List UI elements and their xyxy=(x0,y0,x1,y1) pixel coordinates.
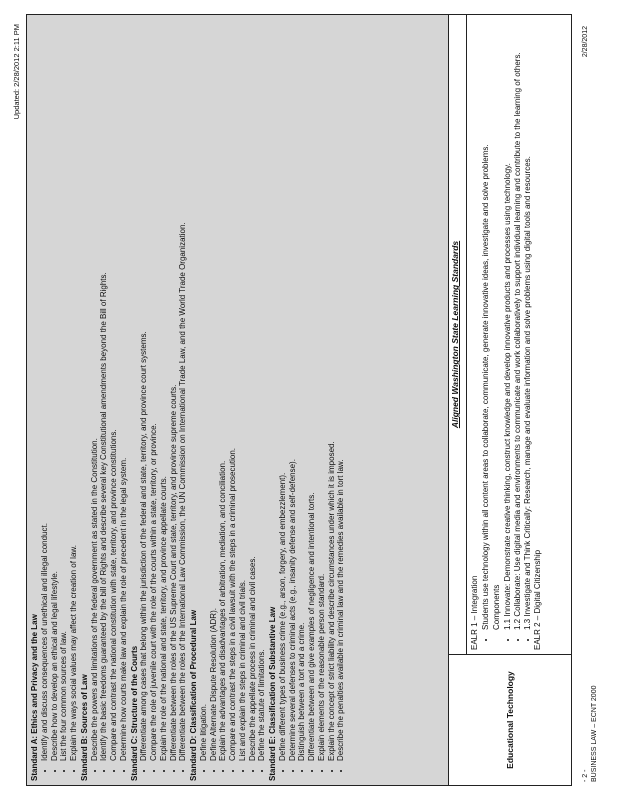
standard-items xyxy=(139,19,188,781)
standard-item: • Define Alternate Dispute Resolution (ADR). xyxy=(209,19,219,761)
standard-title: Standard C: Structure of the Courts xyxy=(129,645,139,781)
standard-item: • Describe the appellate process in criminal and civil cases. xyxy=(248,19,258,761)
standard-item: • Differentiate between and give examples of negligence and intentional torts. xyxy=(307,19,317,761)
standard-item: • Compare and contrast the national constitution with state, territory, and province constitutions. xyxy=(109,19,119,761)
standard-item: • Define different types of business crime (e.g., arson, forgery, and embezzlement). xyxy=(278,19,288,761)
components-label: Components xyxy=(492,584,502,630)
standard-item: • Describe the penalties available in criminal law and the remedies available in tort law. xyxy=(336,19,346,761)
standard-item: • Explain the ways social values may affect the creation of law. xyxy=(69,19,79,761)
standard-item: • Identify the basic freedoms guaranteed by the bill of Rights and describe several key Constitutional amendments beyond the Bill of Rights. xyxy=(99,19,109,761)
standard-items xyxy=(278,19,346,781)
standard-item: • List the four common sources of law. xyxy=(59,19,69,761)
component-item: • 1.2 Collaborate: Use digital media and environments to communicate and work collaboratively to support individual learning and contribute to the learning of others. xyxy=(513,19,523,630)
standard-item: • Explain elements of the reasonable person standard. xyxy=(317,19,327,761)
standards-table xyxy=(26,14,572,786)
standard-items xyxy=(40,19,79,781)
component-item: • 1.1 Innovate: Demonstrate creative thinking, construct knowledge and develop innovative products and processes using technology. xyxy=(503,19,513,630)
standard-item: • Compare and contrast the steps in a civil lawsuit with the steps in a criminal prosecution. xyxy=(228,19,238,761)
standard-item: • Identify and discuss consequences of unethical and illegal conduct. xyxy=(40,19,50,761)
ealr1-bullet: • Students use technology within all content areas to collaborate, communicate, generate innovative ideas, investigate and solve problems. xyxy=(481,19,491,630)
standard-item: • Differentiate between the roles of the International Law Commission, the UN Commission on International Trade Law, and the World Trade Organization. xyxy=(178,19,188,761)
standard-item: • Differentiate between the roles of the US Supreme Court and state, territory, and province supreme courts. xyxy=(169,19,179,761)
updated-timestamp: Updated: 2/28/2012 2:11 PM xyxy=(12,24,21,120)
ealr1-components xyxy=(503,19,532,650)
standard-item: • Compare the role of juvenile court with the role of the courts within a state, territory, or province. xyxy=(149,19,159,761)
standard-item: • Explain the concept of strict liability and describe circumstances under which it is imposed. xyxy=(327,19,337,761)
component-item: • 1.3 Investigate and Think Critically: Research, manage and evaluate information and solve problems using digital tools and resources. xyxy=(523,19,533,630)
educational-technology-label xyxy=(449,655,572,786)
standard-items xyxy=(199,19,267,781)
edtech-label-text: Educational Technology xyxy=(504,671,515,769)
standard-item: • Explain the advantages and disadvantages of arbitration, mediation, and conciliation. xyxy=(218,19,228,761)
standard-item: • Define the statute of limitations. xyxy=(257,19,267,761)
standard-item: • Differentiate among cases that belong within the jurisdiction of the federal and state, territory, and province court systems. xyxy=(139,19,149,761)
standard-item: • Describe the powers and limitations of the federal government as stated in the Constitution. xyxy=(90,19,100,761)
standard-item: • Describe how to develop an ethical and legal lifestyle. xyxy=(50,19,60,761)
standard-item: • List and explain the steps in criminal and civil trials. xyxy=(238,19,248,761)
aligned-standards-header: Aligned Washington State Learning Standards xyxy=(449,15,467,655)
standard-title: Standard A: Ethics and Privacy and the Law xyxy=(30,614,39,781)
ealr1-title: EALR 1 – Integration xyxy=(469,575,479,650)
standard-item: • Determine several defenses to criminal acts (e.g., insanity defense and self-defense). xyxy=(288,19,298,761)
standard-item: • Distinguish between a tort and a crime. xyxy=(297,19,307,761)
standard-items xyxy=(90,19,129,781)
footer-course: BUSINESS LAW – ECNT 2000 xyxy=(590,685,598,782)
ealr-cell xyxy=(466,15,571,655)
footer-date: 2/28/2012 xyxy=(582,26,589,58)
standard-item: • Determine how courts make law and explain the role of precedent in the legal system. xyxy=(119,19,129,761)
standards-content-cell xyxy=(27,15,449,786)
standard-title: Standard D: Classification of Procedural Law xyxy=(189,609,198,781)
footer-page-number: - 2 - xyxy=(582,769,589,782)
standards-list xyxy=(30,19,346,781)
standard-title: Standard B: Sources of Law xyxy=(79,674,89,781)
standard-item: • Define litigation. xyxy=(199,19,209,761)
standard-item: • Explain the role of the national and state, territory, and province appellate courts. xyxy=(159,19,169,761)
standard-title: Standard E: Classification of Substantive Law xyxy=(268,606,277,781)
footer-left xyxy=(582,686,600,782)
ealr1-bullets xyxy=(481,19,491,650)
ealr2-title: EALR 2 – Digital Citizenship xyxy=(533,549,543,650)
